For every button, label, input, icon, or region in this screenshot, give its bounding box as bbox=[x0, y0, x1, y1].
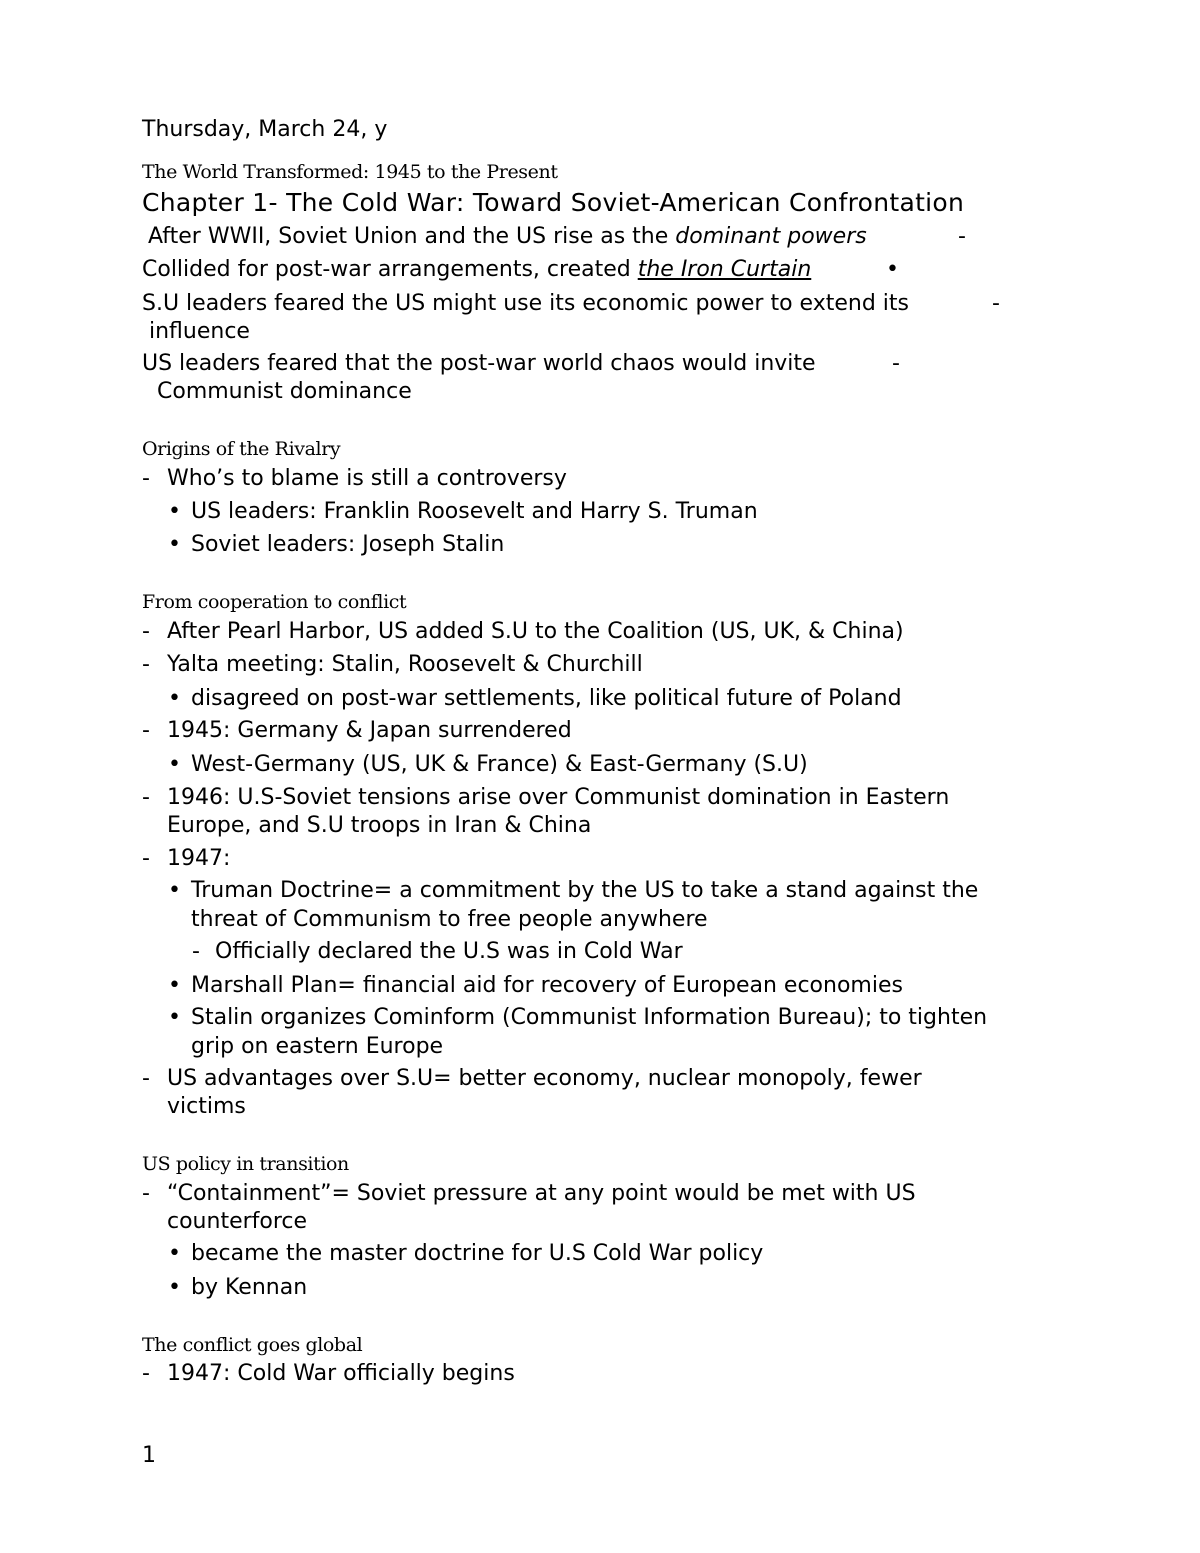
list-item: Who’s to blame is still a controversy bbox=[167, 466, 567, 491]
list-item-cont: threat of Communism to free people anywhere bbox=[191, 907, 708, 932]
section-heading-global: The conflict goes global bbox=[142, 1334, 363, 1356]
list-item: Officially declared the U.S was in Cold War bbox=[215, 939, 683, 964]
bullet-marker: • bbox=[168, 499, 181, 524]
list-item-cont: Europe, and S.U troops in Iran & China bbox=[167, 813, 592, 838]
dash-marker: - bbox=[142, 1181, 150, 1206]
list-item-cont: grip on eastern Europe bbox=[191, 1034, 444, 1059]
section-heading-policy: US policy in transition bbox=[142, 1153, 349, 1175]
bullet-marker: • bbox=[168, 1275, 181, 1300]
list-item: After Pearl Harbor, US added S.U to the Coalition (US, UK, & China) bbox=[167, 619, 904, 644]
list-item: by Kennan bbox=[191, 1275, 308, 1300]
bullet-marker: • bbox=[886, 257, 899, 282]
list-item: “Containment”= Soviet pressure at any point would be met with US bbox=[167, 1181, 916, 1206]
list-item: 1947: bbox=[167, 846, 231, 871]
dash-marker: - bbox=[958, 224, 966, 249]
page-number: 1 bbox=[142, 1443, 156, 1468]
bullet-marker: • bbox=[168, 1005, 181, 1030]
list-item: 1946: U.S-Soviet tensions arise over Communist domination in Eastern bbox=[167, 785, 950, 810]
list-item: Stalin organizes Cominform (Communist Information Bureau); to tighten bbox=[191, 1005, 988, 1030]
list-item: West-Germany (US, UK & France) & East-Germany (S.U) bbox=[191, 752, 808, 777]
intro-line-4-cont: Communist dominance bbox=[157, 379, 412, 404]
bullet-marker: • bbox=[168, 752, 181, 777]
intro-line-3: S.U leaders feared the US might use its economic power to extend its bbox=[142, 291, 909, 316]
bullet-marker: • bbox=[168, 973, 181, 998]
book-title: The World Transformed: 1945 to the Present bbox=[142, 161, 558, 183]
dash-marker: - bbox=[142, 652, 150, 677]
intro-line-3-cont: influence bbox=[149, 319, 250, 344]
intro-line-1: After WWII, Soviet Union and the US rise as the dominant powers bbox=[148, 224, 867, 249]
list-item: Truman Doctrine= a commitment by the US to take a stand against the bbox=[191, 878, 979, 903]
list-item: 1947: Cold War officially begins bbox=[167, 1361, 515, 1386]
intro-line-4: US leaders feared that the post-war world chaos would invite bbox=[142, 351, 816, 376]
list-item-cont: counterforce bbox=[167, 1209, 308, 1234]
bullet-marker: • bbox=[168, 686, 181, 711]
dash-marker: - bbox=[142, 785, 150, 810]
section-heading-cooperation: From cooperation to conflict bbox=[142, 591, 407, 613]
list-item-cont: victims bbox=[167, 1094, 246, 1119]
dash-marker: - bbox=[142, 619, 150, 644]
date-line: Thursday, March 24, y bbox=[142, 117, 388, 142]
dash-marker: - bbox=[892, 351, 900, 376]
list-item: Yalta meeting: Stalin, Roosevelt & Churchill bbox=[167, 652, 643, 677]
list-item: US advantages over S.U= better economy, nuclear monopoly, fewer bbox=[167, 1066, 922, 1091]
chapter-title: Chapter 1- The Cold War: Toward Soviet-American Confrontation bbox=[142, 188, 965, 217]
list-item: US leaders: Franklin Roosevelt and Harry S. Truman bbox=[191, 499, 758, 524]
list-item: became the master doctrine for U.S Cold War policy bbox=[191, 1241, 764, 1266]
dash-marker: - bbox=[192, 939, 200, 964]
dash-marker: - bbox=[992, 291, 1000, 316]
list-item: 1945: Germany & Japan surrendered bbox=[167, 718, 572, 743]
dash-marker: - bbox=[142, 1361, 150, 1386]
intro-line-2: Collided for post-war arrangements, created the Iron Curtain bbox=[142, 257, 812, 282]
dash-marker: - bbox=[142, 846, 150, 871]
dash-marker: - bbox=[142, 1066, 150, 1091]
list-item: Marshall Plan= financial aid for recovery of European economies bbox=[191, 973, 903, 998]
list-item: disagreed on post-war settlements, like political future of Poland bbox=[191, 686, 902, 711]
dash-marker: - bbox=[142, 466, 150, 491]
bullet-marker: • bbox=[168, 878, 181, 903]
list-item: Soviet leaders: Joseph Stalin bbox=[191, 532, 505, 557]
bullet-marker: • bbox=[168, 532, 181, 557]
bullet-marker: • bbox=[168, 1241, 181, 1266]
dash-marker: - bbox=[142, 718, 150, 743]
section-heading-origins: Origins of the Rivalry bbox=[142, 438, 341, 460]
